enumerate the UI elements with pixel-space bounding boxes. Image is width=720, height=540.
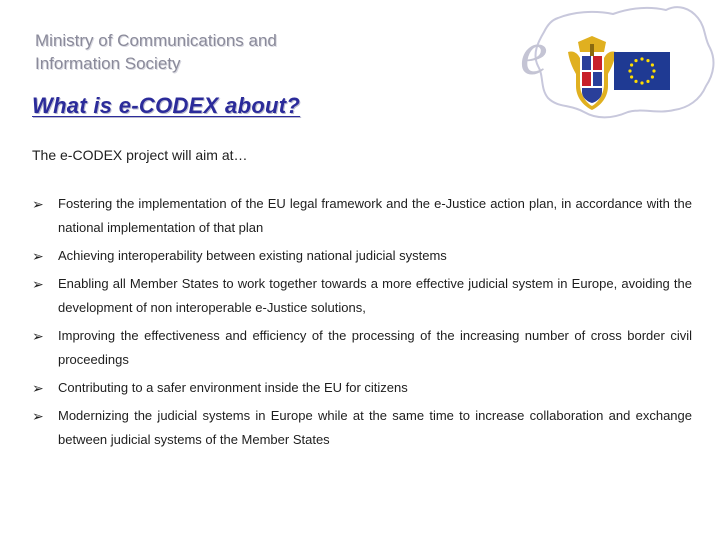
bullet-text: the judicial systems in Europe while at the same time to increase collaboration and exchange between judicial systems of the Member States — [58, 408, 692, 447]
bullet-lead: Modernizing — [58, 408, 129, 423]
arrow-bullet-icon: ➢ — [32, 380, 44, 396]
arrow-bullet-icon: ➢ — [32, 196, 44, 212]
bullet-text: the implementation of the EU legal framework and the e-Justice action plan, in accordance with the national implementation of that plan — [58, 196, 692, 235]
romanian-coat-of-arms-icon — [568, 36, 616, 110]
bullet-text: all Member States to work together towards a more effective judicial system in Europe, avoiding the development of non interoperable e-Justice solutions, — [58, 276, 692, 315]
arrow-bullet-icon: ➢ — [32, 408, 44, 424]
bullet-lead: Fostering — [58, 196, 113, 211]
bullet-text: interoperability between existing national judicial systems — [114, 248, 447, 263]
bullet-lead: Achieving — [58, 248, 115, 263]
list-item — [32, 244, 692, 268]
arrow-bullet-icon: ➢ — [32, 328, 44, 344]
bullet-list — [32, 192, 692, 456]
list-item — [32, 324, 692, 372]
e-letter-icon: e — [520, 20, 548, 88]
eu-flag-icon — [614, 52, 670, 90]
bullet-lead: Improving — [58, 328, 116, 343]
ministry-line-1: Ministry of Communications and — [35, 31, 277, 50]
bullet-text: the effectiveness and efficiency of the processing of the increasing number of cross border civil proceedings — [58, 328, 692, 367]
list-item — [32, 376, 692, 400]
bullet-text: to a safer environment inside the EU for citizens — [128, 380, 408, 395]
list-item — [32, 192, 692, 240]
intro-text: The e-CODEX project will aim at… — [32, 147, 248, 163]
arrow-bullet-icon: ➢ — [32, 248, 44, 264]
bullet-lead: Enabling — [58, 276, 109, 291]
arrow-bullet-icon: ➢ — [32, 276, 44, 292]
list-item — [32, 272, 692, 320]
ministry-line-2: Information Society — [35, 54, 181, 73]
bullet-lead: Contributing — [58, 380, 129, 395]
header-logo — [518, 4, 718, 122]
list-item — [32, 404, 692, 452]
ministry-name — [35, 29, 355, 75]
slide-title: What is e-CODEX about? — [32, 93, 301, 118]
